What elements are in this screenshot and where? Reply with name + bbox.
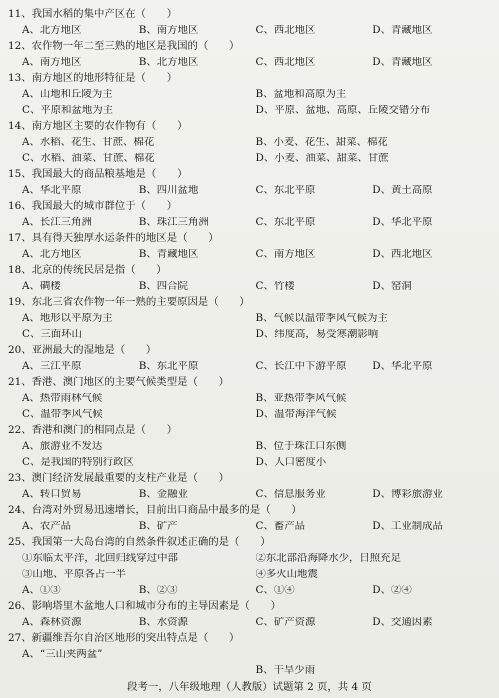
answer-option: ③山地、平原各占一半	[22, 568, 126, 580]
question-18	[8, 262, 489, 294]
answer-option: B、盆地和高原为主	[255, 88, 347, 100]
answer-option: ④多火山地震	[255, 568, 318, 580]
question-stem: 15、我国最大的商品粮基地是（ ）	[8, 167, 188, 180]
option-row	[8, 182, 489, 198]
answer-option: C、①④	[255, 584, 295, 596]
answer-option: D、小麦、油菜、甜菜、甘蔗	[255, 152, 389, 164]
answer-option: B、四川盆地	[138, 184, 199, 196]
option-row	[8, 390, 489, 406]
question-stem: 20、亚洲最大的湿地是（ ）	[8, 343, 157, 356]
answer-option: C、信息服务业	[255, 488, 326, 500]
answer-option: C、平原和盆地为主	[22, 104, 114, 116]
question-stem: 17、具有得天独厚水运条件的地区是（ ）	[8, 231, 219, 244]
answer-option: A、华北平原	[22, 184, 82, 196]
option-row	[8, 550, 489, 566]
answer-option: D、纬度高，易受寒潮影响	[255, 328, 379, 340]
question-20	[8, 342, 489, 374]
answer-option: C、长江中下游平原	[255, 360, 347, 372]
answer-option: A、农产品	[22, 520, 72, 532]
option-row	[8, 134, 489, 150]
answer-option: C、三面环山	[22, 328, 82, 340]
answer-option: A、旅游业不发达	[22, 440, 103, 452]
answer-option: C、矿产资源	[255, 616, 316, 628]
answer-option: C、竹楼	[255, 280, 295, 292]
answer-option: B、青藏地区	[138, 248, 199, 260]
answer-option: A、转口贸易	[22, 488, 82, 500]
question-stem: 18、北京的传统民居是指（ ）	[8, 263, 167, 276]
answer-option: D、人口密度小	[255, 456, 327, 468]
question-stem: 27、新疆维吾尔自治区地形的突出特点是（ ）	[8, 631, 240, 644]
answer-option: A、北方地区	[22, 248, 82, 260]
answer-option: A、三江平原	[22, 360, 82, 372]
answer-option: C、温带季风气候	[22, 408, 103, 420]
question-stem: 23、澳门经济发展最重要的支柱产业是（ ）	[8, 471, 230, 484]
answer-option: C、西北地区	[255, 56, 316, 68]
option-row	[8, 662, 489, 678]
answer-option: B、位于珠江口东侧	[255, 440, 347, 452]
page-footer: 段考一，八年级地理（人教版）试题第 2 页，共 4 页	[127, 681, 372, 693]
question-stem: 26、影响塔里木盆地人口和城市分布的主导因素是（ ）	[8, 599, 281, 612]
option-row	[8, 150, 489, 166]
answer-option: D、黄土高原	[372, 184, 433, 196]
answer-option: A、碉楼	[22, 280, 61, 292]
answer-option: A、山地和丘陵为主	[22, 88, 113, 100]
question-17	[8, 230, 489, 262]
answer-option: A、长江三角洲	[22, 216, 92, 228]
question-16	[8, 198, 489, 230]
answer-option: A、“三山夹两盆”	[22, 648, 103, 660]
option-row	[8, 102, 489, 118]
answer-option: C、东北平原	[255, 216, 316, 228]
answer-option: B、水资源	[138, 616, 188, 628]
question-stem: 16、我国最大的城市群位于（ ）	[8, 199, 178, 212]
answer-option: C、西北地区	[255, 24, 316, 36]
answer-option: D、交通因素	[372, 616, 433, 628]
option-row	[8, 278, 489, 294]
question-stem: 22、香港和澳门的相同点是（ ）	[8, 423, 178, 436]
question-19	[8, 294, 489, 342]
question-11	[8, 6, 489, 38]
answer-option: B、干旱少雨	[255, 664, 316, 676]
option-row	[8, 310, 489, 326]
answer-option: D、青藏地区	[372, 56, 433, 68]
option-row	[8, 582, 489, 598]
answer-option: D、窑洞	[372, 280, 412, 292]
option-row	[8, 566, 489, 582]
question-12	[8, 38, 489, 70]
option-row	[8, 54, 489, 70]
option-row	[8, 518, 489, 534]
answer-option: A、水稻、花生、甘蔗、棉花	[22, 136, 155, 148]
option-row	[8, 646, 489, 662]
question-stem: 25、我国第一大岛台湾的自然条件叙述正确的是（ ）	[8, 535, 271, 548]
option-row	[8, 486, 489, 502]
answer-option: D、西北地区	[372, 248, 433, 260]
option-row	[8, 614, 489, 630]
answer-option: D、华北平原	[372, 360, 433, 372]
answer-option: ②东北部沿海降水少，日照充足	[255, 552, 401, 564]
question-22	[8, 422, 489, 470]
option-row	[8, 406, 489, 422]
answer-option: A、地形以平原为主	[22, 312, 113, 324]
answer-option: D、博彩旅游业	[372, 488, 443, 500]
option-row	[8, 326, 489, 342]
answer-option: D、华北平原	[372, 216, 433, 228]
answer-option: ①东临太平洋，北回归线穿过中部	[22, 552, 178, 564]
answer-option: B、金融业	[138, 488, 188, 500]
answer-option: C、南方地区	[255, 248, 316, 260]
answer-option: D、工业制成品	[372, 520, 443, 532]
question-13	[8, 70, 489, 118]
question-stem: 12、农作物一年二至三熟的地区是我国的（ ）	[8, 39, 240, 52]
option-row	[8, 438, 489, 454]
question-list	[8, 6, 489, 678]
question-15	[8, 166, 489, 198]
answer-option: A、南方地区	[22, 56, 82, 68]
answer-option: C、畜产品	[255, 520, 306, 532]
answer-option: A、热带雨林气候	[22, 392, 103, 404]
answer-option: A、北方地区	[22, 24, 82, 36]
answer-option: D、②④	[372, 584, 412, 596]
answer-option: B、小麦、花生、甜菜、棉花	[255, 136, 388, 148]
question-21	[8, 374, 489, 422]
option-row	[8, 214, 489, 230]
question-stem: 14、南方地区主要的农作物有（ ）	[8, 119, 188, 132]
answer-option: D、平原、盆地、高原、丘陵交错分布	[255, 104, 431, 116]
question-26	[8, 598, 489, 630]
answer-option: C、是我国的特别行政区	[22, 456, 134, 468]
option-row	[8, 22, 489, 38]
option-row	[8, 86, 489, 102]
answer-option: C、东北平原	[255, 184, 316, 196]
answer-option: D、青藏地区	[372, 24, 433, 36]
option-row	[8, 246, 489, 262]
answer-option: B、珠江三角洲	[138, 216, 209, 228]
answer-option: B、东北平原	[138, 360, 199, 372]
answer-option: B、亚热带季风气候	[255, 392, 347, 404]
answer-option: D、温带海洋气候	[255, 408, 337, 420]
question-14	[8, 118, 489, 166]
question-stem: 11、我国水稻的集中产区在（ ）	[8, 7, 178, 20]
answer-option: B、矿产	[138, 520, 178, 532]
answer-option: A、森林资源	[22, 616, 82, 628]
question-23	[8, 470, 489, 502]
option-row	[8, 454, 489, 470]
question-stem: 13、南方地区的地形特征是（ ）	[8, 71, 178, 84]
question-24	[8, 502, 489, 534]
answer-option: B、气候以温带季风气候为主	[255, 312, 388, 324]
question-stem: 24、台湾对外贸易迅速增长，目前出口商品中最多的是（ ）	[8, 503, 302, 516]
question-25	[8, 534, 489, 598]
question-stem: 19、东北三省农作物一年一熟的主要原因是（ ）	[8, 295, 250, 308]
answer-option: A、①③	[22, 584, 61, 596]
question-stem: 21、香港、澳门地区的主要气候类型是（ ）	[8, 375, 230, 388]
answer-option: B、南方地区	[138, 24, 199, 36]
answer-option: C、水稻、油菜、甘蔗、棉花	[22, 152, 155, 164]
question-27	[8, 630, 489, 678]
answer-option: B、四合院	[138, 280, 188, 292]
answer-option: B、②③	[138, 584, 178, 596]
answer-option: B、北方地区	[138, 56, 199, 68]
option-row	[8, 358, 489, 374]
